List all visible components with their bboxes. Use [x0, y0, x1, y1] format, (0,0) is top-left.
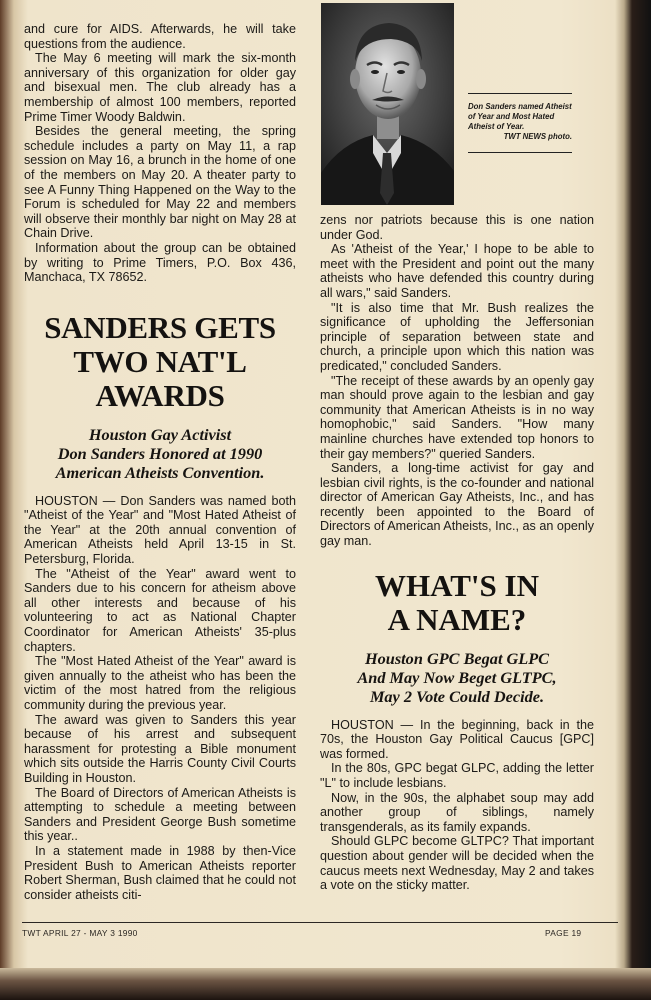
deck-line: Houston Gay Activist — [88, 424, 232, 444]
body-paragraph: Information about the group can be obtained by writing to Prime Timers, P.O. Box 436, Manchaca, TX 78652. — [24, 240, 296, 285]
body-paragraph: The award was given to Sanders this year because of his arrest and subsequent harassment for protesting a Bible monument which sits outside the Harris County Civil Courts Building in Houston. — [24, 712, 296, 785]
portrait-photo — [321, 3, 454, 205]
body-paragraph: Besides the general meeting, the spring schedule includes a party on May 11, a rap session on May 16, a brunch in the home of one of the members on May 20. A theater party to see A Funny Thing Happened on the Way to the Forum is scheduled for May 22 and members will observe their monthly bar night on May 28 at Chain Drive. — [24, 124, 296, 241]
article-headline — [24, 311, 296, 413]
deck-line: Houston GPC Begat GLPC — [364, 648, 550, 668]
body-paragraph: The Board of Directors of American Atheists is attempting to schedule a meeting between Sanders and President George Bush sometime this year.. — [24, 785, 296, 844]
deck-line: And May Now Beget GLTPC, — [357, 667, 557, 687]
right-column — [320, 213, 594, 893]
headline-line: SANDERS GETS — [44, 309, 276, 345]
deck-line: American Atheists Convention. — [55, 462, 265, 482]
body-paragraph: The "Atheist of the Year" award went to Sanders due to his concern for atheism above all other interests and because of his volunteering to act as National Chapter Coordinator for American Atheists' 35-plus chapters. — [24, 566, 296, 654]
headline-line: A NAME? — [387, 601, 527, 637]
body-paragraph: Now, in the 90s, the alphabet soup may add another group of siblings, namely transgenderals, as its family expands. — [320, 790, 594, 834]
headline-line: TWO NAT'L AWARDS — [73, 343, 247, 413]
portrait-illustration — [321, 3, 454, 205]
headline-line: WHAT'S IN — [375, 567, 539, 603]
deck-line: Don Sanders Honored at 1990 — [57, 443, 263, 463]
body-paragraph: HOUSTON — In the beginning, back in the 70s, the Houston Gay Political Caucus [GPC] was formed. — [320, 717, 594, 761]
footer-issue-date: TWT APRIL 27 - MAY 3 1990 — [22, 928, 138, 938]
body-paragraph: As 'Atheist of the Year,' I hope to be able to meet with the President and point out the many atheists who have defended this country during all wars," said Sanders. — [320, 242, 594, 300]
photo-caption — [468, 93, 572, 153]
body-paragraph: In a statement made in 1988 by then-Vice President Bush to American Atheists reporter Robert Sherman, Bush claimed that he could not consider atheists citi- — [24, 843, 296, 902]
footer-page-number: PAGE 19 — [545, 928, 582, 938]
deck-line: May 2 Vote Could Decide. — [369, 686, 545, 706]
photo-credit: TWT NEWS photo. — [503, 132, 572, 141]
body-paragraph: Should GLPC become GLTPC? That important question about gender will be decided when the caucus meets next Wednesday, May 2 and takes a vote on the sticky matter. — [320, 834, 594, 893]
article-headline — [320, 569, 594, 637]
footer-rule — [22, 922, 618, 923]
article-deck — [320, 649, 594, 706]
body-paragraph: Sanders, a long-time activist for gay and lesbian civil rights, is the co-founder and national director of American Gay Atheists, Inc., and has recently been appointed to the Board of Directors of American Atheists, Inc., as an openly gay man. — [320, 461, 594, 549]
body-paragraph: The "Most Hated Atheist of the Year" award is given annually to the atheist who has been the victim of the most hatred from the religious community during the previous year. — [24, 654, 296, 712]
body-paragraph: and cure for AIDS. Afterwards, he will take questions from the audience. — [24, 22, 296, 51]
article-deck — [24, 425, 296, 482]
page-edge-shadow — [0, 968, 651, 1000]
body-paragraph: HOUSTON — Don Sanders was named both "Atheist of the Year" and "Most Hated Atheist of the Year" at the 20th annual convention of American Atheists held April 13-15 in St. Petersburg, Florida. — [24, 493, 296, 567]
body-paragraph: The May 6 meeting will mark the six-month anniversary of this organization for older gay and bisexual men. The club already has a membership of almost 100 members, reported Prime Timer Woody Baldwin. — [24, 51, 296, 124]
left-column — [24, 22, 296, 902]
body-paragraph: In the 80s, GPC begat GLPC, adding the letter "L" to include lesbians. — [320, 761, 594, 791]
caption-text: Don Sanders named Atheist of Year and Most Hated Atheist of Year. — [468, 102, 572, 131]
body-paragraph: "The receipt of these awards by an openly gay man should prove again to the lesbian and gay community that American Atheists is in no way homophobic," said Sanders. "How many mainline churches have extended top honors to their gay members?" queried Sanders. — [320, 373, 594, 461]
body-paragraph: zens nor patriots because this is one nation under God. — [320, 213, 594, 242]
body-paragraph: "It is also time that Mr. Bush realizes the significance of upholding the Jeffersonian principle of separation between state and church, a principle upon which this nation was predicated," concluded Sanders. — [320, 300, 594, 373]
